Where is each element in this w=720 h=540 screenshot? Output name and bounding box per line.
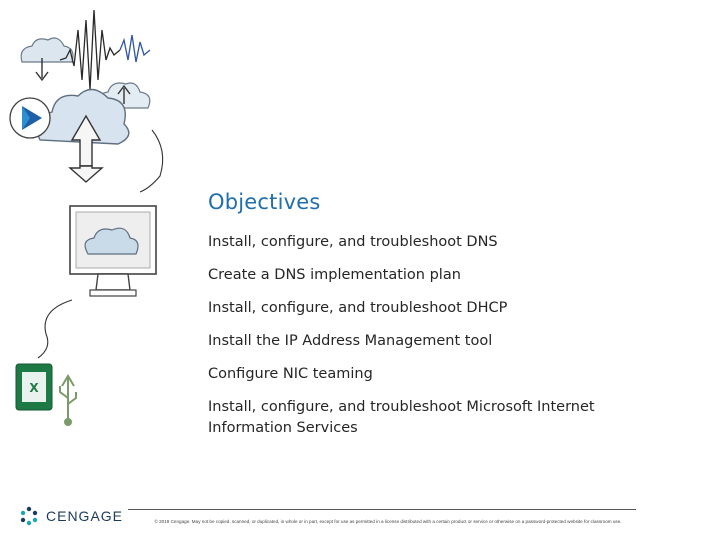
list-item: Install the IP Address Management tool (208, 333, 493, 349)
cloud-network-illustration (0, 0, 200, 440)
objectives-list (208, 232, 678, 451)
usb-icon (60, 376, 76, 425)
copyright-notice: © 2019 Cengage. May not be copied, scanned, or duplicated, in whole or in part, except for use as permitted in a license distributed with a certain product or service or otherwise on a password-protected website for classroom use. (154, 519, 622, 524)
brand-name: CENGAGE (46, 508, 124, 524)
list-item: Install, configure, and troubleshoot DHCP (208, 300, 508, 316)
cengage-logo (18, 505, 123, 527)
waveform-icon (60, 10, 150, 90)
list-item: Install, configure, and troubleshoot Microsoft Internet Information Services (208, 399, 595, 436)
play-icon (10, 98, 50, 138)
monitor-icon (70, 206, 156, 296)
excel-icon (16, 364, 52, 410)
list-item: Configure NIC teaming (208, 366, 373, 382)
footer-divider (128, 509, 636, 510)
slide-title: Objectives (208, 190, 321, 215)
cengage-logo-icon (18, 505, 40, 527)
list-item: Install, configure, and troubleshoot DNS (208, 234, 498, 250)
svg-text:X: X (29, 381, 39, 395)
list-item: Create a DNS implementation plan (208, 267, 461, 283)
connector-line (140, 130, 163, 192)
connector-line (38, 300, 72, 358)
